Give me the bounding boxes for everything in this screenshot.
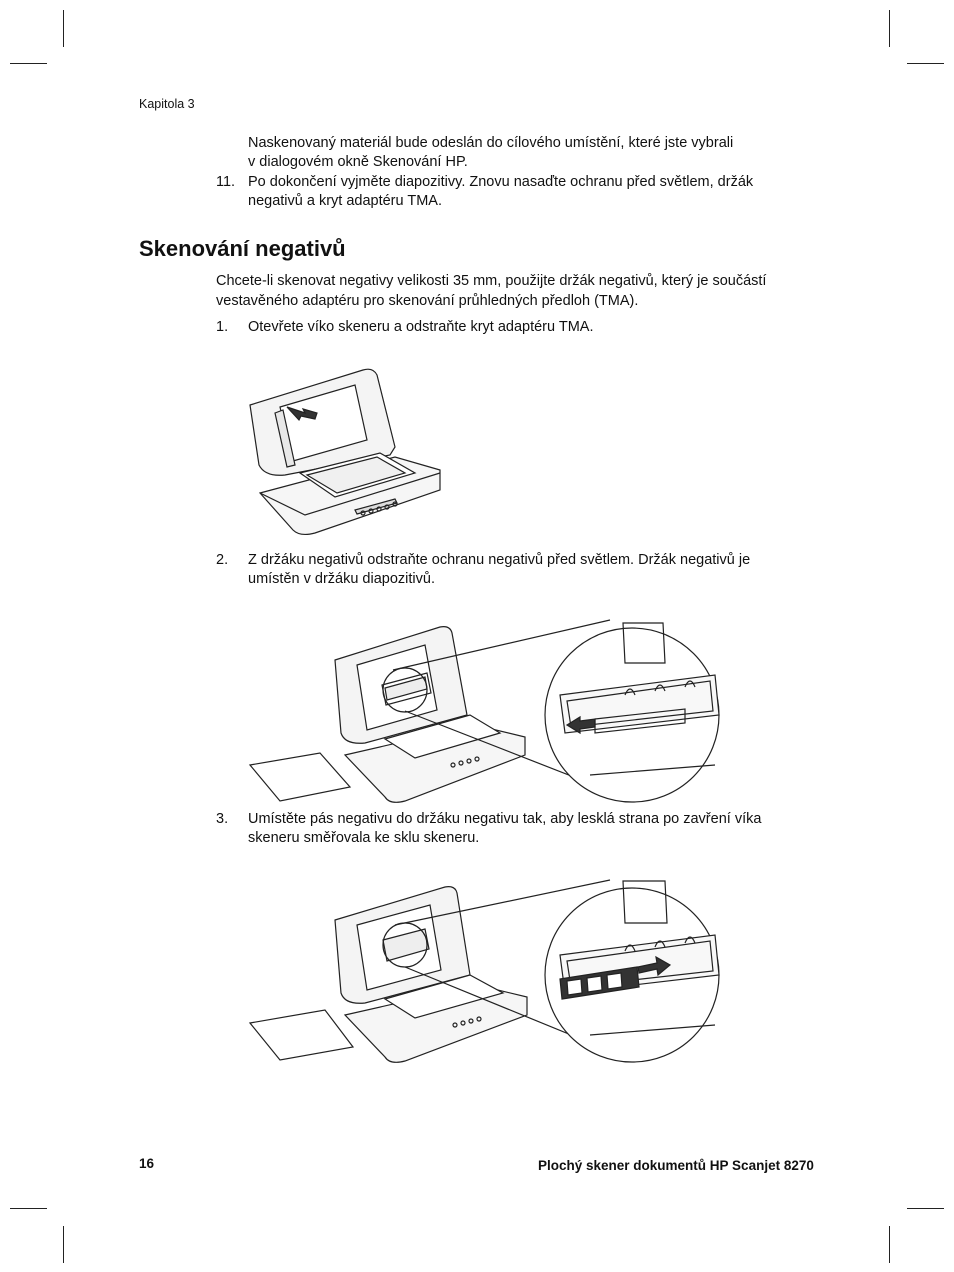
section-para-line-1: Chcete-li skenovat negativy velikosti 35 mm, použijte držák negativů, který je součástí [216,273,767,289]
step-2-line-1: Z držáku negativů odstraňte ochranu negativů před světlem. Držák negativů je [248,552,751,568]
step-11-number: 11. [216,174,236,190]
footer-page-number: 16 [139,1156,155,1171]
crop-mark-top-left-h [10,63,47,64]
crop-mark-bottom-left-h [10,1208,47,1209]
crop-mark-bottom-right-h [907,1208,944,1209]
step-3-line-1: Umístěte pás negativu do držáku negativu tak, aby lesklá strana po zavření víka [248,811,762,827]
figure-scanner-open-lid [245,365,445,540]
intro-line-1: Naskenovaný materiál bude odeslán do cílového umístění, které jste vybrali [248,135,734,151]
step-11-line-2: negativů a kryt adaptéru TMA. [248,193,442,209]
step-2-line-2: umístěn v držáku diapozitivů. [248,571,435,587]
chapter-header: Kapitola 3 [139,97,195,111]
step-1-line-1: Otevřete víko skeneru a odstraňte kryt adaptéru TMA. [248,319,594,335]
figure-insert-negative-strip [245,875,725,1070]
step-1-number: 1. [216,319,229,335]
intro-line-2: v dialogovém okně Skenování HP. [248,154,468,170]
section-title: Skenování negativů [139,236,346,261]
crop-mark-top-right-v [889,10,890,47]
step-11-line-1: Po dokončení vyjměte diapozitivy. Znovu nasaďte ochranu před světlem, držák [248,174,754,190]
footer-title: Plochý skener dokumentů HP Scanjet 8270 [538,1158,814,1173]
crop-mark-bottom-left-v [63,1226,64,1263]
crop-mark-bottom-right-v [889,1226,890,1263]
section-para-line-2: vestavěného adaptéru pro skenování průhledných předloh (TMA). [216,293,639,309]
step-3-number: 3. [216,811,229,827]
crop-mark-top-right-h [907,63,944,64]
step-2-number: 2. [216,552,229,568]
step-3-line-2: skeneru směřovala ke sklu skeneru. [248,830,480,846]
figure-remove-negative-shield [245,615,725,810]
crop-mark-top-left-v [63,10,64,47]
